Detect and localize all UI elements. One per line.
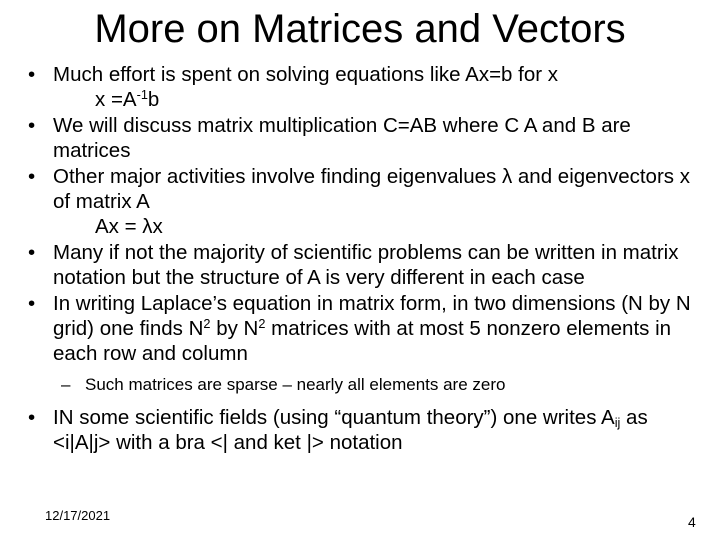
footer-date: 12/17/2021 — [45, 508, 111, 523]
bullet-text: Much effort is spent on solving equations like Ax=b for x — [53, 63, 559, 86]
bullet-marker: • — [28, 406, 36, 429]
bullet-item — [28, 113, 708, 163]
bullet-item — [28, 240, 708, 290]
bullet-marker: • — [28, 63, 36, 86]
sub-bullet-item — [28, 374, 708, 395]
bullet-text: IN some scientific fields (using “quantum theory”) one writes $A_{ij}$ as <i|A|j> with a bra <| and ket |> notation — [53, 406, 648, 454]
bullet-item — [28, 405, 708, 455]
page-number: 4 — [688, 514, 696, 530]
bullet-marker: • — [28, 114, 36, 137]
bullet-list — [28, 62, 708, 456]
bullet-item — [28, 291, 708, 366]
sub-bullet-marker: – — [61, 375, 71, 394]
sub-bullet-text: Such matrices are sparse – nearly all elements are zero — [85, 375, 506, 394]
bullet-text: In writing Laplace’s equation in matrix form, in two dimensions (N by N grid) one finds $N^2$ by $N^2$ matrices with at most 5 nonzero elements in each row and column — [53, 292, 691, 365]
bullet-text: Other major activities involve finding eigenvalues λ and eigenvectors x of matrix A — [53, 165, 690, 213]
equation: Ax = λx — [95, 215, 163, 238]
bullet-marker: • — [28, 165, 36, 188]
slide-title: More on Matrices and Vectors — [94, 7, 626, 51]
bullet-marker: • — [28, 292, 36, 315]
bullet-item — [28, 62, 708, 112]
bullet-text: We will discuss matrix multiplication C=AB where C A and B are matrices — [53, 114, 631, 162]
bullet-item — [28, 164, 708, 239]
bullet-marker: • — [28, 241, 36, 264]
equation: $x =A^{-1}b$ — [95, 87, 160, 111]
bullet-text: Many if not the majority of scientific problems can be written in matrix notation but the structure of A is very different in each case — [53, 241, 679, 289]
